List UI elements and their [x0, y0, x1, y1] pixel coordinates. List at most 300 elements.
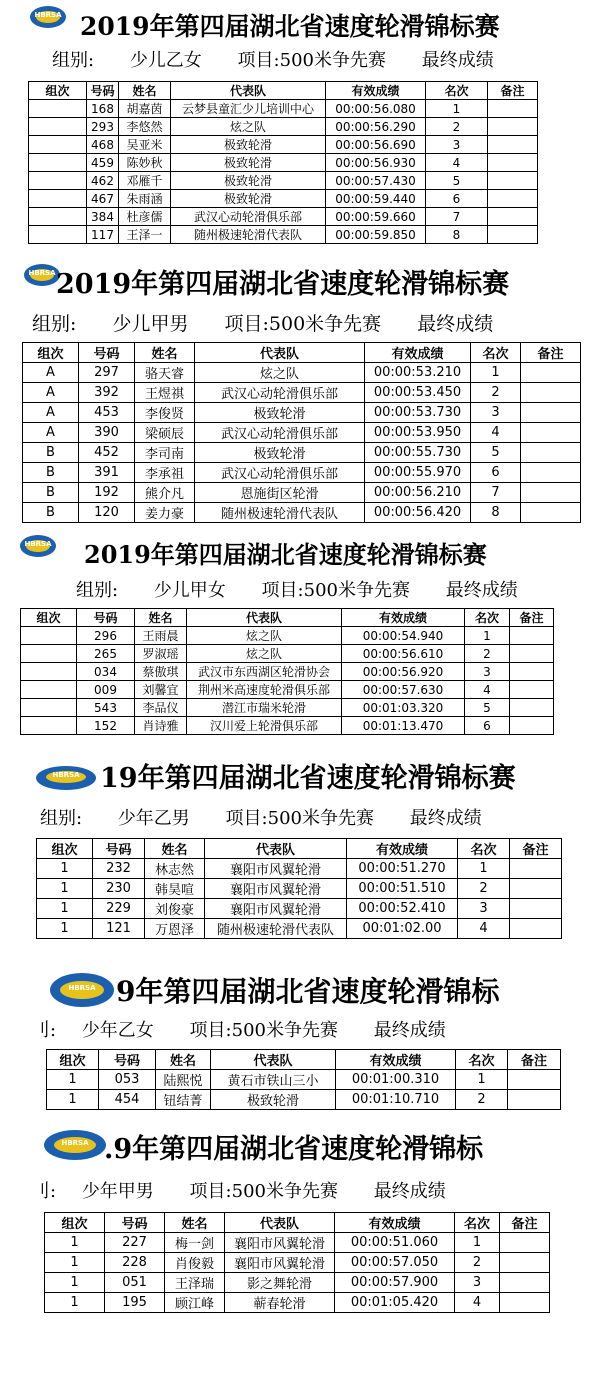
cell-group	[21, 681, 77, 699]
cell-remark	[510, 919, 562, 939]
header-number: 号码	[87, 82, 119, 100]
cell-name: 梁硕辰	[135, 423, 195, 443]
cell-number: 459	[87, 154, 119, 172]
header-rank: 名次	[455, 1213, 500, 1233]
result-section-5	[0, 965, 600, 1115]
cell-rank: 8	[426, 226, 488, 244]
cell-remark	[488, 190, 538, 208]
table-row	[47, 1090, 561, 1110]
cell-result: 00:00:59.850	[326, 226, 426, 244]
project-label: 项目:500米争先赛	[224, 313, 382, 335]
cell-remark	[510, 717, 554, 735]
cell-team: 极致轮滑	[211, 1090, 336, 1110]
cell-group: 1	[45, 1253, 105, 1273]
cell-remark	[488, 226, 538, 244]
cell-group: 1	[37, 919, 93, 939]
cell-number: 229	[93, 899, 145, 919]
cell-group: 1	[45, 1273, 105, 1293]
cell-name: 邓雁千	[119, 172, 171, 190]
results-table	[22, 342, 581, 523]
cell-team: 影之舞轮滑	[225, 1273, 335, 1293]
cell-rank: 4	[471, 423, 521, 443]
group-label: 组别:	[40, 808, 83, 829]
cell-rank: 5	[465, 699, 510, 717]
cell-rank: 5	[426, 172, 488, 190]
cell-team: 襄阳市风翼轮滑	[225, 1253, 335, 1273]
cell-name: 陆熙悦	[156, 1070, 211, 1090]
cell-result: 00:00:56.290	[326, 118, 426, 136]
cell-team: 随州极速轮滑代表队	[205, 919, 347, 939]
cell-name: 熊介凡	[135, 483, 195, 503]
header-rank: 名次	[426, 82, 488, 100]
cell-team: 武汉心动轮滑俱乐部	[195, 383, 365, 403]
cell-rank: 1	[455, 1233, 500, 1253]
cell-group: 1	[47, 1070, 99, 1090]
cell-remark	[500, 1233, 550, 1253]
result-section-6	[0, 1125, 600, 1325]
cell-name: 李司南	[135, 443, 195, 463]
cell-name: 胡嘉茵	[119, 100, 171, 118]
table-header-row	[47, 1050, 561, 1070]
cell-name: 万恩泽	[145, 919, 205, 939]
cell-rank: 4	[458, 919, 510, 939]
header-rank: 名次	[465, 609, 510, 627]
cell-result: 00:00:55.970	[365, 463, 471, 483]
table-row	[21, 681, 554, 699]
cell-remark	[488, 100, 538, 118]
section-title: 2019年第四届湖北省速度轮滑锦标赛	[80, 12, 500, 41]
cell-number: 468	[87, 136, 119, 154]
cell-name: 姜力豪	[135, 503, 195, 523]
cell-number: 293	[87, 118, 119, 136]
cell-number: 034	[77, 663, 135, 681]
cell-name: 杜彦儒	[119, 208, 171, 226]
header-group: 组次	[47, 1050, 99, 1070]
header-rank: 名次	[471, 343, 521, 363]
header-number: 号码	[105, 1213, 165, 1233]
cell-result: 00:00:57.430	[326, 172, 426, 190]
section-subtitle	[76, 580, 518, 602]
hbrsa-logo-icon: HBRSA	[20, 535, 56, 557]
table-row	[47, 1070, 561, 1090]
cell-result: 00:00:56.930	[326, 154, 426, 172]
header-remark: 备注	[510, 839, 562, 859]
cell-group	[21, 699, 77, 717]
cell-number: 232	[93, 859, 145, 879]
cell-group: 1	[37, 899, 93, 919]
cell-remark	[500, 1273, 550, 1293]
cell-number: 009	[77, 681, 135, 699]
cell-remark	[508, 1070, 561, 1090]
header-result: 有效成绩	[342, 609, 465, 627]
cell-number: 053	[99, 1070, 156, 1090]
table-row	[29, 154, 538, 172]
cell-group: 1	[47, 1090, 99, 1110]
table-row	[29, 208, 538, 226]
cell-rank: 6	[465, 717, 510, 735]
hbrsa-logo-icon: HBRSA	[36, 766, 96, 790]
header-result: 有效成绩	[336, 1050, 456, 1070]
cell-number: 462	[87, 172, 119, 190]
cell-remark	[521, 443, 581, 463]
cell-group	[29, 136, 87, 154]
cell-group	[21, 717, 77, 735]
cell-group: A	[23, 423, 79, 443]
cell-team: 襄阳市风翼轮滑	[205, 899, 347, 919]
cell-rank: 2	[471, 383, 521, 403]
cell-group	[29, 226, 87, 244]
cell-result: 00:00:57.900	[335, 1273, 455, 1293]
result-section-3	[0, 530, 600, 740]
cell-result: 00:00:51.270	[347, 859, 458, 879]
cell-name: 李承祖	[135, 463, 195, 483]
table-header-row	[29, 82, 538, 100]
cell-rank: 2	[465, 645, 510, 663]
cell-result: 00:00:56.920	[342, 663, 465, 681]
cell-remark	[510, 645, 554, 663]
result-section-4	[0, 758, 600, 948]
cell-result: 00:00:55.730	[365, 443, 471, 463]
table-row	[29, 136, 538, 154]
cell-group: B	[23, 443, 79, 463]
group-label: 组别:	[52, 50, 95, 71]
cell-rank: 8	[471, 503, 521, 523]
header-team: 代表队	[195, 343, 365, 363]
cell-result: 00:00:59.440	[326, 190, 426, 208]
table-row	[29, 118, 538, 136]
results-table	[44, 1212, 550, 1313]
cell-team: 襄阳市风翼轮滑	[205, 859, 347, 879]
table-row	[23, 383, 581, 403]
cell-result: 00:01:02.00	[347, 919, 458, 939]
cell-number: 120	[79, 503, 135, 523]
section-title: .9年第四届湖北省速度轮滑锦标	[104, 1134, 484, 1165]
cell-team: 汉川爱上轮滑俱乐部	[187, 717, 342, 735]
cell-rank: 4	[455, 1293, 500, 1313]
table-row	[29, 172, 538, 190]
header-group: 组次	[21, 609, 77, 627]
cell-result: 00:00:57.630	[342, 681, 465, 699]
section-title: 9年第四届湖北省速度轮滑锦标	[116, 975, 500, 1008]
table-row	[45, 1253, 550, 1273]
table-row	[37, 899, 562, 919]
group-name: 少儿甲男	[112, 313, 189, 335]
results-table	[20, 608, 554, 735]
cell-result: 00:00:59.660	[326, 208, 426, 226]
project-label: 项目:500米争先赛	[261, 580, 410, 601]
cell-rank: 7	[426, 208, 488, 226]
header-remark: 备注	[510, 609, 554, 627]
header-rank: 名次	[456, 1050, 508, 1070]
hbrsa-logo-icon: HBRSA	[30, 6, 66, 28]
cell-team: 随州极速轮滑代表队	[195, 503, 365, 523]
cell-name: 王煜祺	[135, 383, 195, 403]
cell-team: 炫之队	[195, 363, 365, 383]
cell-remark	[510, 663, 554, 681]
table-row	[37, 879, 562, 899]
cell-rank: 3	[465, 663, 510, 681]
table-row	[29, 100, 538, 118]
group-label: 组别:	[32, 313, 77, 335]
header-number: 号码	[77, 609, 135, 627]
result-type: 最终成绩	[373, 1020, 446, 1041]
cell-number: 168	[87, 100, 119, 118]
hbrsa-logo-icon: HBRSA	[50, 973, 114, 1007]
cell-name: 林志然	[145, 859, 205, 879]
table-row	[37, 859, 562, 879]
result-type: 最终成绩	[421, 50, 494, 71]
cell-group	[21, 645, 77, 663]
cell-name: 蔡傲琪	[135, 663, 187, 681]
header-group: 组次	[37, 839, 93, 859]
cell-group: 1	[37, 879, 93, 899]
cell-remark	[500, 1293, 550, 1313]
cell-name: 王泽瑞	[165, 1273, 225, 1293]
hbrsa-logo-icon: HBRSA	[44, 1130, 106, 1160]
table-row	[23, 403, 581, 423]
cell-rank: 3	[426, 136, 488, 154]
project-label: 项目:500米争先赛	[189, 1181, 338, 1202]
group-name: 少年甲男	[81, 1181, 154, 1202]
cell-remark	[488, 136, 538, 154]
cell-number: 467	[87, 190, 119, 208]
cell-name: 朱雨涵	[119, 190, 171, 208]
cell-rank: 3	[471, 403, 521, 423]
table-row	[23, 503, 581, 523]
cell-number: 227	[105, 1233, 165, 1253]
cell-team: 极致轮滑	[171, 154, 326, 172]
cell-group	[29, 154, 87, 172]
cell-number: 228	[105, 1253, 165, 1273]
cell-remark	[508, 1090, 561, 1110]
header-name: 姓名	[135, 609, 187, 627]
group-name: 少儿乙女	[129, 50, 202, 71]
result-type: 最终成绩	[409, 808, 482, 829]
header-team: 代表队	[211, 1050, 336, 1070]
cell-remark	[521, 423, 581, 443]
cell-team: 武汉心动轮滑俱乐部	[171, 208, 326, 226]
table-row	[23, 483, 581, 503]
header-rank: 名次	[458, 839, 510, 859]
section-subtitle	[52, 50, 494, 72]
project-label: 项目:500米争先赛	[237, 50, 386, 71]
cell-result: 00:00:56.080	[326, 100, 426, 118]
cell-remark	[521, 503, 581, 523]
cell-group	[21, 627, 77, 645]
cell-remark	[510, 681, 554, 699]
group-label: 刂:	[32, 1181, 57, 1202]
cell-remark	[510, 859, 562, 879]
cell-team: 荆州米高速度轮滑俱乐部	[187, 681, 342, 699]
group-name: 少儿甲女	[153, 580, 226, 601]
cell-result: 00:01:00.310	[336, 1070, 456, 1090]
cell-result: 00:00:53.210	[365, 363, 471, 383]
header-remark: 备注	[521, 343, 581, 363]
cell-number: 121	[93, 919, 145, 939]
cell-number: 390	[79, 423, 135, 443]
cell-result: 00:01:03.320	[342, 699, 465, 717]
table-row	[45, 1293, 550, 1313]
cell-number: 296	[77, 627, 135, 645]
cell-rank: 4	[465, 681, 510, 699]
header-name: 姓名	[145, 839, 205, 859]
table-header-row	[45, 1213, 550, 1233]
group-name: 少年乙女	[81, 1020, 154, 1041]
cell-remark	[510, 899, 562, 919]
cell-remark	[521, 403, 581, 423]
table-row	[23, 443, 581, 463]
results-table	[46, 1049, 561, 1110]
cell-number: 195	[105, 1293, 165, 1313]
header-team: 代表队	[187, 609, 342, 627]
cell-team: 随州极速轮滑代表队	[171, 226, 326, 244]
section-title: 19年第四届湖北省速度轮滑锦标赛	[100, 763, 516, 794]
cell-number: 265	[77, 645, 135, 663]
header-name: 姓名	[165, 1213, 225, 1233]
cell-number: 392	[79, 383, 135, 403]
cell-rank: 3	[455, 1273, 500, 1293]
header-remark: 备注	[488, 82, 538, 100]
table-row	[23, 423, 581, 443]
cell-group: A	[23, 403, 79, 423]
cell-team: 蕲春轮滑	[225, 1293, 335, 1313]
cell-name: 王雨晨	[135, 627, 187, 645]
cell-group: B	[23, 483, 79, 503]
header-group: 组次	[29, 82, 87, 100]
cell-number: 453	[79, 403, 135, 423]
cell-remark	[521, 463, 581, 483]
table-row	[29, 190, 538, 208]
result-section-1	[0, 0, 600, 240]
cell-name: 刘馨宜	[135, 681, 187, 699]
section-title: 2019年第四届湖北省速度轮滑锦标赛	[84, 540, 487, 569]
header-remark: 备注	[508, 1050, 561, 1070]
cell-group: B	[23, 503, 79, 523]
header-group: 组次	[45, 1213, 105, 1233]
cell-group: 1	[37, 859, 93, 879]
cell-name: 韩昊喧	[145, 879, 205, 899]
table-header-row	[23, 343, 581, 363]
cell-group	[29, 118, 87, 136]
header-result: 有效成绩	[365, 343, 471, 363]
project-label: 项目:500米争先赛	[189, 1020, 338, 1041]
cell-name: 骆天睿	[135, 363, 195, 383]
cell-remark	[521, 363, 581, 383]
cell-group	[29, 208, 87, 226]
cell-team: 武汉心动轮滑俱乐部	[195, 423, 365, 443]
cell-remark	[488, 172, 538, 190]
result-type: 最终成绩	[417, 313, 494, 335]
cell-rank: 2	[455, 1253, 500, 1273]
cell-group	[29, 172, 87, 190]
cell-name: 吴亚米	[119, 136, 171, 154]
cell-rank: 5	[471, 443, 521, 463]
section-subtitle	[32, 313, 493, 335]
table-header-row	[21, 609, 554, 627]
cell-result: 00:00:51.510	[347, 879, 458, 899]
table-row	[45, 1233, 550, 1253]
cell-rank: 6	[426, 190, 488, 208]
cell-rank: 2	[458, 879, 510, 899]
cell-remark	[510, 699, 554, 717]
group-name: 少年乙男	[117, 808, 190, 829]
cell-remark	[500, 1253, 550, 1273]
cell-remark	[488, 118, 538, 136]
cell-remark	[488, 208, 538, 226]
result-type: 最终成绩	[373, 1181, 446, 1202]
cell-result: 00:00:53.450	[365, 383, 471, 403]
table-header-row	[37, 839, 562, 859]
cell-number: 117	[87, 226, 119, 244]
cell-result: 00:00:51.060	[335, 1233, 455, 1253]
header-team: 代表队	[225, 1213, 335, 1233]
table-row	[37, 919, 562, 939]
cell-rank: 1	[456, 1070, 508, 1090]
header-name: 姓名	[135, 343, 195, 363]
table-row	[21, 627, 554, 645]
result-section-2	[0, 258, 600, 520]
cell-team: 极致轮滑	[171, 136, 326, 154]
header-remark: 备注	[500, 1213, 550, 1233]
cell-name: 刘俊豪	[145, 899, 205, 919]
header-number: 号码	[93, 839, 145, 859]
table-row	[45, 1273, 550, 1293]
cell-result: 00:00:53.950	[365, 423, 471, 443]
header-name: 姓名	[119, 82, 171, 100]
cell-team: 襄阳市风翼轮滑	[225, 1233, 335, 1253]
cell-result: 00:00:56.210	[365, 483, 471, 503]
cell-team: 襄阳市风翼轮滑	[205, 879, 347, 899]
cell-number: 051	[105, 1273, 165, 1293]
table-row	[23, 463, 581, 483]
cell-team: 极致轮滑	[195, 443, 365, 463]
cell-name: 李品仪	[135, 699, 187, 717]
table-row	[21, 699, 554, 717]
cell-number: 192	[79, 483, 135, 503]
header-result: 有效成绩	[326, 82, 426, 100]
cell-group	[29, 190, 87, 208]
cell-number: 152	[77, 717, 135, 735]
cell-rank: 1	[471, 363, 521, 383]
cell-group	[21, 663, 77, 681]
cell-remark	[510, 879, 562, 899]
cell-group: 1	[45, 1233, 105, 1253]
cell-team: 炫之队	[187, 627, 342, 645]
cell-team: 恩施街区轮滑	[195, 483, 365, 503]
cell-team: 炫之队	[187, 645, 342, 663]
cell-result: 00:00:52.410	[347, 899, 458, 919]
cell-team: 黄石市铁山三小	[211, 1070, 336, 1090]
header-number: 号码	[79, 343, 135, 363]
results-table	[28, 81, 538, 244]
cell-rank: 1	[458, 859, 510, 879]
cell-team: 武汉市东西湖区轮滑协会	[187, 663, 342, 681]
section-title: 2019年第四届湖北省速度轮滑锦标赛	[56, 269, 510, 300]
cell-team: 云梦县童汇少儿培训中心	[171, 100, 326, 118]
cell-name: 钮结菁	[156, 1090, 211, 1110]
header-team: 代表队	[171, 82, 326, 100]
cell-rank: 1	[426, 100, 488, 118]
cell-remark	[488, 154, 538, 172]
cell-name: 陈妙秋	[119, 154, 171, 172]
cell-number: 297	[79, 363, 135, 383]
cell-group	[29, 100, 87, 118]
cell-result: 00:00:54.940	[342, 627, 465, 645]
group-label: 组别:	[76, 580, 119, 601]
cell-team: 炫之队	[171, 118, 326, 136]
header-group: 组次	[23, 343, 79, 363]
section-subtitle	[40, 808, 482, 830]
